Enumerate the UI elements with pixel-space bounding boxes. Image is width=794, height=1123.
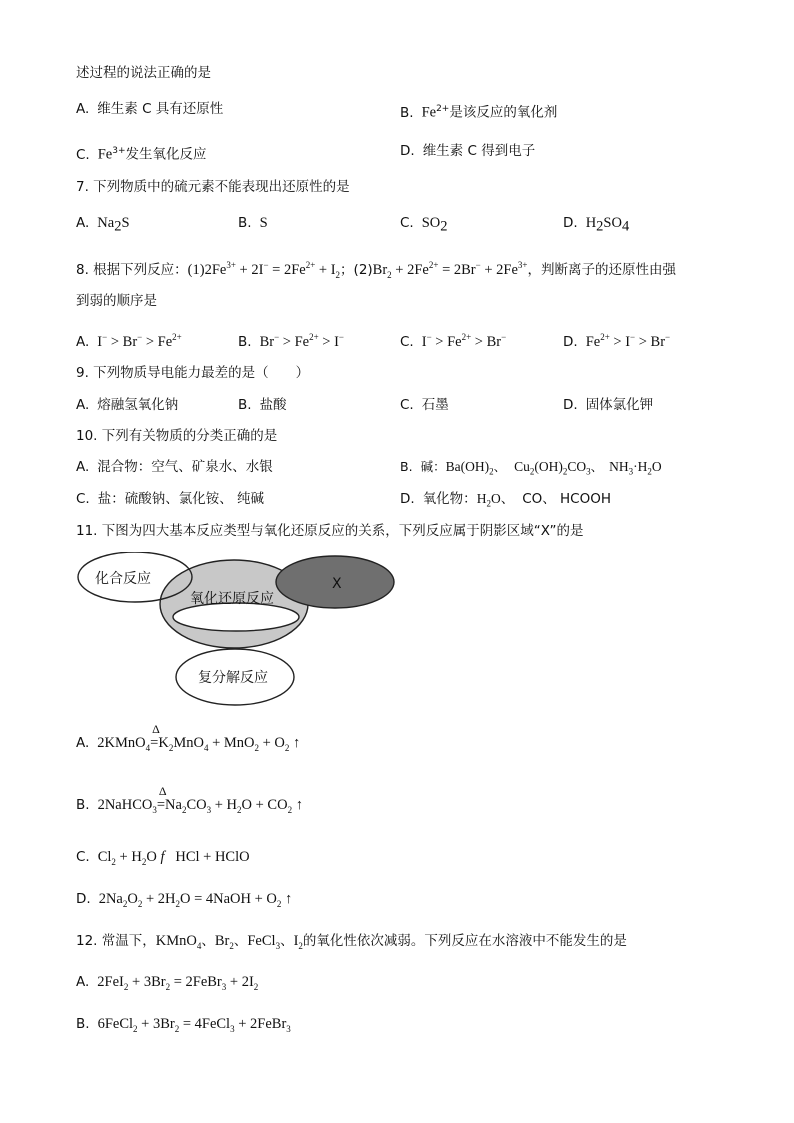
q10-option-b[interactable] bbox=[400, 458, 662, 481]
ion-formula: Fe bbox=[421, 104, 437, 121]
option-text: 固体氯化钾 bbox=[585, 397, 654, 413]
intro-text: 述过程的说法正确的是 bbox=[76, 65, 211, 81]
option-equation: $2FeI_2 + 3Br_2$ = 2FeBr$_3$ + $2I_2$ bbox=[97, 974, 259, 992]
option-label: D. bbox=[400, 143, 415, 159]
option-label: A. bbox=[76, 974, 90, 990]
q9-option-b[interactable] bbox=[238, 396, 287, 414]
oxidant-list: $I_2$ bbox=[293, 933, 303, 951]
q6-option-d[interactable] bbox=[400, 142, 535, 160]
q6-option-c[interactable] bbox=[76, 142, 207, 164]
q7-option-a[interactable] bbox=[76, 214, 130, 236]
q7-option-c[interactable] bbox=[400, 214, 448, 236]
option-formula: $I^- > Fe^{2+} > Br^-$ bbox=[421, 332, 507, 350]
reaction-2: $Br_2 + 2Fe^{2+} = 2Br^- + 2Fe^{3+}$ bbox=[372, 260, 528, 280]
q8-stem bbox=[76, 256, 676, 284]
option-label: A. bbox=[76, 397, 90, 413]
x-label: X bbox=[332, 576, 342, 592]
q9-option-a[interactable] bbox=[76, 396, 178, 414]
q9-option-c[interactable] bbox=[400, 396, 449, 414]
q11-option-b[interactable] bbox=[76, 784, 303, 819]
formula-part: H bbox=[585, 215, 597, 231]
option-equation: $2Na_2O_2 + 2H_2O$ = 4NaOH + $O_2$ ↑ bbox=[98, 891, 293, 909]
formula-sub: 4 bbox=[621, 218, 630, 235]
q10-option-a[interactable] bbox=[76, 458, 273, 476]
delta-symbol: Δ bbox=[152, 722, 160, 736]
formula-part: $NH_3\cdot H_2O$ bbox=[609, 459, 662, 477]
option-text: 是该反应的氧化剂 bbox=[449, 104, 558, 121]
option-text: 混合物：空气、矿泉水、水银 bbox=[97, 459, 273, 475]
option-label: A. bbox=[76, 333, 90, 350]
stem-text: 的氧化性依次减弱。下列反应在水溶液中不能发生的是 bbox=[302, 933, 627, 949]
ion-charge: 2+ bbox=[436, 104, 450, 114]
q9-stem: 9. 下列物质导电能力最差的是（ ） bbox=[76, 365, 310, 381]
q8-option-a[interactable] bbox=[76, 328, 182, 351]
double-decomposition-label: 复分解反应 bbox=[198, 670, 268, 686]
q12-stem: 12. 常温下，KMnO$_4$、$Br_2$、FeCl$_3$、$I_2$的氧化性依次减弱。下列反应在水溶液中不能发生的是 bbox=[76, 933, 627, 951]
formula-sub: 2 bbox=[596, 218, 604, 235]
option-formula: $Br^- > Fe^{2+} > I^-$ bbox=[259, 332, 344, 350]
option-label: B. bbox=[76, 1016, 90, 1032]
option-equation: 2NaHCO$_3$ Δ $=Na_2CO_3 + H_2O + CO_2$ ↑ bbox=[97, 784, 303, 815]
option-label: D. bbox=[400, 491, 415, 507]
option-text: 熔融氢氧化钠 bbox=[97, 397, 179, 413]
heating-equals-sign: Δ = bbox=[156, 784, 167, 813]
option-label: A. bbox=[76, 101, 90, 117]
option-formula: $Fe^{2+} > I^- > Br^-$ bbox=[585, 332, 671, 350]
ion-charge: 3+ bbox=[112, 146, 126, 156]
reaction-1: $2Fe^{3+} + 2I^- = 2Fe^{2+} + I_2$ bbox=[204, 260, 341, 280]
decomposition-ellipse bbox=[173, 603, 299, 631]
q10-option-d[interactable] bbox=[400, 490, 611, 513]
option-text: 碱： bbox=[420, 459, 446, 474]
q9-option-d[interactable] bbox=[563, 396, 653, 414]
option-text: CO、 HCOOH bbox=[522, 491, 612, 507]
stem-text: 12. 常温下， bbox=[76, 933, 156, 949]
reaction-number: (1) bbox=[187, 261, 205, 278]
formula-sub: 2 bbox=[114, 218, 122, 235]
option-label: B. bbox=[238, 333, 252, 350]
oxidant-list: $Br_2$ bbox=[214, 933, 234, 951]
formula-part: SO bbox=[421, 215, 441, 231]
option-label: C. bbox=[400, 215, 414, 231]
formula-part: $Ba(OH)_2$ bbox=[445, 459, 494, 477]
q8-option-c[interactable] bbox=[400, 328, 506, 351]
q7-option-d[interactable] bbox=[563, 214, 629, 236]
option-text: 维生素 C 得到电子 bbox=[422, 143, 536, 159]
option-label: D. bbox=[563, 333, 578, 350]
heating-equals-sign: Δ = bbox=[150, 722, 160, 751]
delta-symbol: Δ bbox=[158, 784, 167, 798]
option-label: B. bbox=[400, 459, 413, 474]
option-label: D. bbox=[563, 215, 578, 231]
stem-text: 8. 根据下列反应： bbox=[76, 261, 188, 278]
q8-option-d[interactable] bbox=[563, 328, 670, 351]
option-equation: 2KMnO$_4$ Δ $=K_2MnO_4 + MnO_2 + O_2$ ↑ bbox=[97, 722, 301, 753]
q10-stem: 10. 下列有关物质的分类正确的是 bbox=[76, 428, 278, 444]
option-label: C. bbox=[76, 146, 90, 163]
q11-option-a[interactable] bbox=[76, 722, 301, 757]
q7-stem: 7. 下列物质中的硫元素不能表现出还原性的是 bbox=[76, 179, 350, 195]
option-label: B. bbox=[400, 104, 414, 121]
q8-stem-line2: 到弱的顺序是 bbox=[76, 293, 157, 309]
formula-part: S bbox=[259, 215, 268, 231]
stem-text: ，判断离子的还原性由强 bbox=[527, 261, 676, 278]
q11-stem: 11. 下图为四大基本反应类型与氧化还原反应的关系，下列反应属于阴影区域“X”的是 bbox=[76, 523, 584, 539]
q10-option-c[interactable] bbox=[76, 490, 264, 508]
option-equation: $Cl_2 + H_2O$ f HCl + HClO bbox=[97, 849, 250, 867]
q11-option-c[interactable] bbox=[76, 848, 250, 871]
q6-option-a[interactable] bbox=[76, 100, 223, 118]
formula-part: S bbox=[121, 215, 130, 231]
oxidant-list: FeCl$_3$ bbox=[247, 933, 281, 951]
formula-sub: 2 bbox=[440, 218, 448, 235]
option-label: B. bbox=[238, 397, 252, 413]
formula-part: $Cu_2(OH)_2CO_3$ bbox=[514, 459, 591, 477]
q12-option-a[interactable] bbox=[76, 973, 258, 996]
formula-part: Na bbox=[97, 215, 115, 231]
option-text: 氧化物： bbox=[422, 491, 477, 507]
reaction-number: ；(2) bbox=[340, 261, 373, 278]
q7-option-b[interactable] bbox=[238, 214, 268, 232]
option-label: B. bbox=[76, 797, 90, 813]
option-text: 维生素 C 具有还原性 bbox=[97, 101, 224, 117]
option-equation: 6FeCl$_2$ + $3Br_2$ = 4FeCl$_3$ + 2FeBr$_3$ bbox=[97, 1016, 291, 1034]
option-text: 石墨 bbox=[421, 397, 449, 413]
q8-option-b[interactable] bbox=[238, 328, 344, 351]
option-formula: $I^- > Br^- > Fe^{2+}$ bbox=[97, 332, 182, 350]
option-label: A. bbox=[76, 215, 90, 231]
option-label: D. bbox=[563, 397, 578, 413]
option-text: 盐酸 bbox=[259, 397, 287, 413]
option-label: D. bbox=[76, 891, 91, 907]
option-label: C. bbox=[76, 491, 90, 507]
redox-label: 氧化还原反应 bbox=[190, 591, 274, 607]
combination-label: 化合反应 bbox=[95, 571, 151, 587]
separator: 、 bbox=[590, 459, 604, 474]
option-text: 盐：硫酸钠、氯化铵、 纯碱 bbox=[97, 491, 265, 507]
separator: 、 bbox=[493, 459, 507, 474]
option-label: C. bbox=[400, 397, 414, 413]
oxidant-list: KMnO$_4$ bbox=[155, 933, 202, 951]
q6-option-b[interactable] bbox=[400, 100, 557, 122]
option-label: A. bbox=[76, 459, 90, 475]
option-label: B. bbox=[238, 215, 252, 231]
option-label: C. bbox=[76, 849, 90, 865]
q11-option-d[interactable] bbox=[76, 890, 292, 913]
option-text: 发生氧化反应 bbox=[125, 146, 207, 163]
option-label: C. bbox=[400, 333, 414, 350]
separator: 、 bbox=[500, 491, 515, 507]
option-label: A. bbox=[76, 735, 90, 751]
reaction-venn-diagram bbox=[70, 552, 410, 712]
q12-option-b[interactable] bbox=[76, 1015, 291, 1038]
formula-part: $H_2O$ bbox=[476, 491, 501, 509]
formula-part: SO bbox=[603, 215, 622, 231]
ion-formula: Fe bbox=[97, 146, 113, 163]
